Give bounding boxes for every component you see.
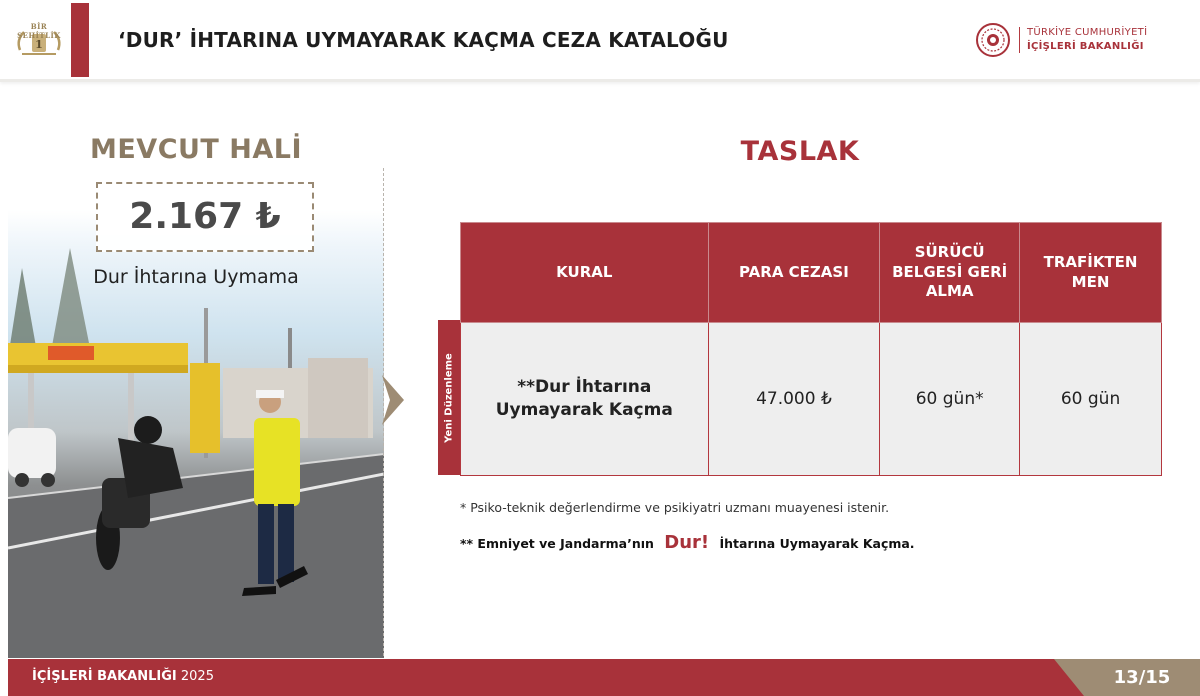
svg-text:1: 1 [35, 38, 43, 51]
page-number: 13/15 [1084, 659, 1200, 696]
header-accent-bar [71, 3, 89, 77]
new-regulation-label [438, 320, 460, 475]
anniversary-logo [12, 22, 66, 62]
footnote-suffix: İhtarına Uymayarak Kaçma. [719, 536, 915, 551]
column-header-fine: PARA CEZASI [708, 223, 880, 323]
footnote-psycho-technical: * Psiko-teknik değerlendirme ve psikiyatri uzmanı muayenesi istenir. [460, 500, 890, 515]
logo-divider [1019, 27, 1020, 53]
draft-title: TASLAK [740, 136, 860, 167]
logo-right-line1: TÜRKİYE CUMHURİYETİ [1027, 27, 1148, 38]
footnote-prefix: ** Emniyet ve Jandarma’nın [460, 536, 654, 551]
ministry-seal-icon [975, 22, 1011, 58]
current-state-panel [8, 118, 384, 658]
footnote-highlight: Dur! [664, 532, 710, 553]
table-row [461, 323, 1162, 476]
column-header-license: SÜRÜCÜ BELGESİ GERİ ALMA [880, 223, 1020, 323]
current-state-title: MEVCUT HALİ [89, 134, 302, 165]
side-label-text: Yeni Düzenleme [443, 352, 455, 443]
column-header-traffic-ban: TRAFİKTEN MEN [1020, 223, 1162, 323]
footer [8, 659, 1200, 696]
current-fine-box [96, 182, 314, 252]
logo-right-line2: İÇİŞLERİ BAKANLIĞI [1027, 41, 1144, 52]
page-title: ‘DUR’ İHTARINA UYMAYARAK KAÇMA CEZA KATALOĞU [118, 28, 729, 52]
header [0, 0, 1200, 82]
chevron-right-icon [380, 375, 406, 425]
logo-left-text: BİR ŞEHİTLİK [17, 22, 61, 40]
rule-cell: **Dur İhtarına Uymayarak Kaçma [461, 323, 709, 476]
penalty-table [460, 222, 1162, 476]
current-fine-amount: 2.167 ₺ [129, 196, 281, 237]
table-header-row [461, 223, 1162, 323]
current-rule-label: Dur İhtarına Uymama [93, 266, 299, 288]
footer-org-name: İÇİŞLERİ BAKANLIĞI [32, 669, 177, 684]
footer-wedge [1054, 659, 1084, 696]
traffic-ban-cell: 60 gün [1020, 323, 1162, 476]
fine-cell: 47.000 ₺ [708, 323, 880, 476]
footer-year: 2025 [180, 669, 214, 684]
column-header-rule: KURAL [461, 223, 709, 323]
footer-org [32, 669, 214, 684]
ministry-logo [975, 22, 1175, 62]
footnote-police-gendarmerie [460, 532, 915, 553]
license-cell: 60 gün* [880, 323, 1020, 476]
